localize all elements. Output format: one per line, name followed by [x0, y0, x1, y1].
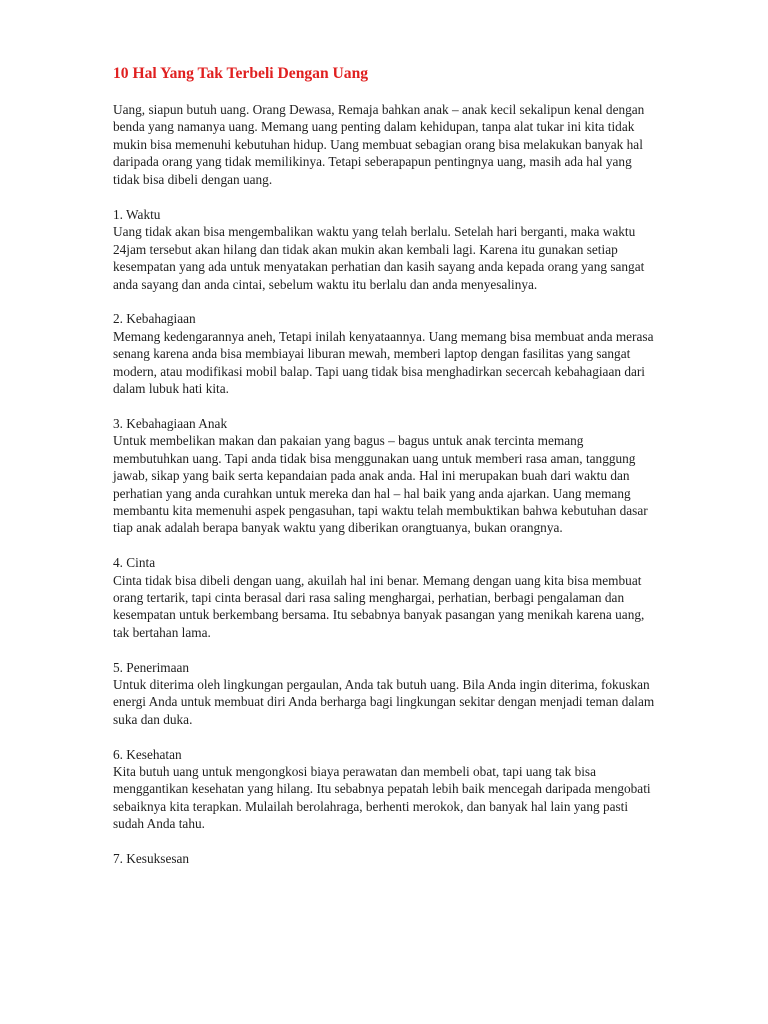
- section-heading: 2. Kebahagiaan: [113, 311, 196, 327]
- section-cinta: [113, 554, 658, 641]
- section-heading: 4. Cinta: [113, 555, 156, 571]
- section-body: Kita butuh uang untuk mengongkosi biaya perawatan dan membeli obat, tapi uang tak bisa menggantikan kesehatan yang hilang. Itu sebabnya pepatah lebih baik mencegah daripada mengobati sebaiknya kita terapkan. Mulailah berolahraga, berhenti merokok, dan banyak hal lain yang pasti sudah Anda tahu.: [113, 763, 651, 832]
- section-kesuksesan: [113, 850, 658, 867]
- section-body: Memang kedengarannya aneh, Tetapi inilah kenyataannya. Uang memang bisa membuat anda merasa senang karena anda bisa membiayai liburan mewah, memberi laptop dengan fasilitas yang sangat modern, atau modifikasi mobil balap. Tapi uang tidak bisa menghadirkan secercah kebahagiaan dari dalam lubuk hati kita.: [113, 328, 654, 397]
- section-body: Untuk membelikan makan dan pakaian yang bagus – bagus untuk anak tercinta memang membutuhkan uang. Tapi anda tidak bisa menggunakan uang untuk memberi rasa aman, tanggung jawab, sikap yang baik serta kepandaian pada anak anda. Hal ini merupakan buah dari waktu dan perhatian yang anda curahkan untuk mereka dan hal – hal baik yang anda ajarkan. Uang memang membantu kita memenuhi aspek pengasuhan, tapi waktu telah membuktikan bahwa kebutuhan dasar tiap anak adalah berapa banyak waktu yang diberikan orangtuanya, bukan orangnya.: [113, 433, 648, 536]
- section-heading: 6. Kesehatan: [113, 746, 182, 762]
- section-heading: 3. Kebahagiaan Anak: [113, 415, 228, 431]
- section-body: Cinta tidak bisa dibeli dengan uang, akuilah hal ini benar. Memang dengan uang kita bisa membuat orang tertarik, tapi cinta berasal dari rasa saling menghargai, perhatian, berbagi pengalaman dan kesempatan untuk berkembang bersama. Itu sebabnya banyak pasangan yang menikah karena uang, tak bertahan lama.: [113, 572, 645, 640]
- document-page: [113, 64, 658, 885]
- section-kesehatan: [113, 746, 658, 833]
- section-waktu: [113, 206, 658, 293]
- section-body: Uang tidak akan bisa mengembalikan waktu yang telah berlalu. Setelah hari berganti, maka waktu 24jam tersebut akan hilang dan tidak akan mukin akan kembali lagi. Karena itu gunakan setiap kesempatan yang ada untuk menyatakan perhatian dan kasih sayang anda kepada orang yang sangat anda sayang dan anda cintai, sebelum waktu itu berlalu dan anda menyesalinya.: [113, 224, 645, 292]
- section-heading: 5. Penerimaan: [113, 659, 190, 675]
- section-heading: 1. Waktu: [113, 207, 161, 223]
- section-heading: 7. Kesuksesan: [113, 850, 190, 866]
- document-title: 10 Hal Yang Tak Terbeli Dengan Uang: [113, 65, 369, 82]
- section-kebahagiaan: [113, 310, 658, 397]
- section-kebahagiaan-anak: [113, 415, 658, 537]
- section-penerimaan: [113, 659, 658, 729]
- intro-paragraph: Uang, siapun butuh uang. Orang Dewasa, Remaja bahkan anak – anak kecil sekalipun kenal dengan benda yang namanya uang. Memang uang penting dalam kehidupan, tanpa alat tukar ini kita tidak mukin bisa memenuhi kebutuhan hidup. Uang membuat sebagian orang bisa melakukan banyak hal daripada orang yang tidak memilikinya. Tetapi seberapapun pentingnya uang, masih ada hal yang tidak bisa dibeli dengan uang.: [113, 102, 645, 187]
- section-body: Untuk diterima oleh lingkungan pergaulan, Anda tak butuh uang. Bila Anda ingin diterima, fokuskan energi Anda untuk membuat diri Anda berharga bagi lingkungan sekitar dengan menjadi teman dalam suka dan duka.: [113, 676, 655, 727]
